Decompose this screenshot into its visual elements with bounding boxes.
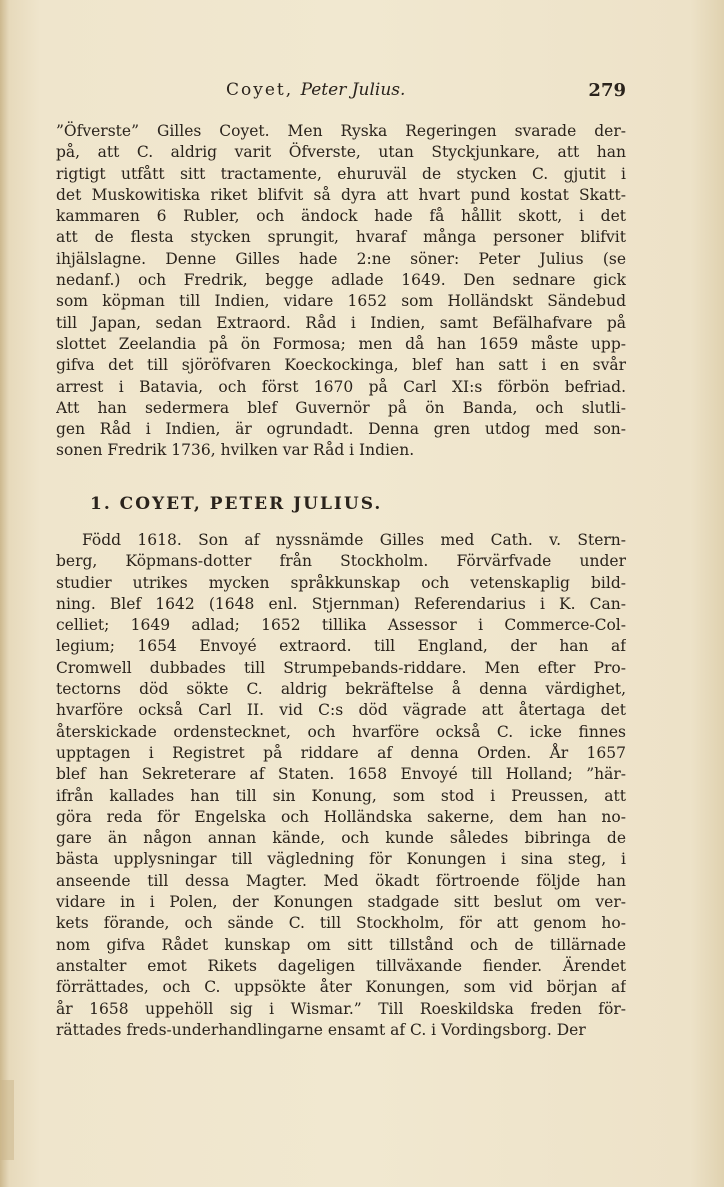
text-line: legium; 1654 Envoyé extraord. till England, der han af (56, 637, 626, 656)
section-heading: 1. COYET, PETER JULIUS. (90, 494, 383, 514)
running-head: Coyet, Peter Julius. (226, 80, 406, 100)
text-line: kammaren 6 Rubler, och ändock hade få hållit skott, i det (56, 207, 626, 226)
text-line: vidare in i Polen, der Konungen stadgade sitt beslut om ver- (56, 893, 626, 912)
text-line: bästa upplysningar till vägledning för Konungen i sina steg, i (56, 850, 626, 869)
text-line: det Muskowitiska riket blifvit så dyra att hvart pund kostat Skatt- (56, 185, 626, 204)
text-line: ning. Blef 1642 (1648 enl. Stjernman) Referendarius i K. Can- (56, 594, 626, 613)
paragraph-gilles (56, 121, 626, 462)
text-line: anstalter emot Rikets dageligen tillväxande fiender. Ärendet (56, 956, 626, 975)
text-line: berg, Köpmans-dotter från Stockholm. Förvärfvade under (56, 552, 626, 571)
text-line: som köpman till Indien, vidare 1652 som Holländskt Sändebud (56, 292, 626, 311)
text-line: kets förande, och sände C. till Stockholm, för att genom ho- (56, 914, 626, 933)
text-line: ”Öfverste” Gilles Coyet. Men Ryska Regeringen svarade der- (56, 122, 626, 140)
text-line: nedanf.) och Fredrik, begge adlade 1649. Den sednare gick (56, 271, 626, 290)
text-line: blef han Sekreterare af Staten. 1658 Envoyé till Holland; ”här- (56, 765, 626, 784)
text-line: anseende till dessa Magter. Med ökadt förtroende följde han (56, 871, 626, 890)
text-line: förrättades, och C. uppsökte åter Konungen, som vid början af (56, 978, 626, 997)
text-line: slottet Zeelandia på ön Formosa; men då han 1659 måste upp- (56, 334, 626, 353)
text-line: till Japan, sedan Extraord. Råd i Indien, samt Befälhafvare på (56, 313, 626, 332)
text-line: studier utrikes mycken språkkunskap och vetenskaplig bild- (56, 573, 626, 592)
text-line: år 1658 uppehöll sig i Wismar.” Till Roeskildska freden för- (56, 999, 626, 1018)
text-line: rigtigt utfått sitt tractamente, ehuruväl de stycken C. gjutit i (56, 164, 626, 183)
text-line: Att han sedermera blef Guvernör på ön Banda, och slutli- (56, 398, 626, 417)
page-number: 279 (588, 80, 626, 101)
text-line: celliet; 1649 adlad; 1652 tillika Assessor i Commerce-Col- (56, 616, 626, 635)
text-line: återskickade ordenstecknet, och hvarföre också C. icke finnes (56, 722, 626, 741)
text-line: på, att C. aldrig varit Öfverste, utan Styckjunkare, att han (56, 143, 626, 162)
text-line: att de flesta stycken sprungit, hvaraf många personer blifvit (56, 228, 626, 247)
text-line: Född 1618. Son af nyssnämde Gilles med Cath. v. Stern- (82, 531, 626, 549)
text-line: gare än någon annan kände, och kunde således bibringa de (56, 829, 626, 848)
text-line: tectorns död sökte C. aldrig bekräftelse å denna värdighet, (56, 680, 626, 699)
text-line: gen Råd i Indien, är ogrundadt. Denna gren utdog med son- (56, 420, 626, 439)
page-stain (0, 1080, 14, 1160)
text-line: ihjälslagne. Denne Gilles hade 2:ne söner: Peter Julius (se (56, 249, 626, 268)
text-line: rättades freds-underhandlingarne ensamt af C. i Vordingsborg. Der (56, 1020, 586, 1039)
text-line: ifrån kallades han till sin Konung, som stod i Preussen, att (56, 786, 626, 805)
text-line: arrest i Batavia, och först 1670 på Carl XI:s förbön befriad. (56, 377, 626, 396)
text-line: upptagen i Registret på riddare af denna Orden. År 1657 (56, 743, 626, 762)
text-line: hvarföre också Carl II. vid C:s död vägrade att återtaga det (56, 701, 626, 720)
running-header (56, 80, 626, 106)
paragraph-peter-julius (56, 530, 626, 1041)
text-line: gifva det till sjöröfvaren Koeckockinga, blef han satt i en svår (56, 356, 626, 375)
page-edge (0, 0, 9, 1187)
text-line: Cromwell dubbades till Strumpebands-riddare. Men efter Pro- (56, 658, 626, 677)
text-line: göra reda för Engelska och Holländska sakerne, dem han no- (56, 807, 626, 826)
text-line: nom gifva Rådet kunskap om sitt tillstånd och de tillärnade (56, 935, 626, 954)
text-line: sonen Fredrik 1736, hvilken var Råd i Indien. (56, 441, 415, 460)
